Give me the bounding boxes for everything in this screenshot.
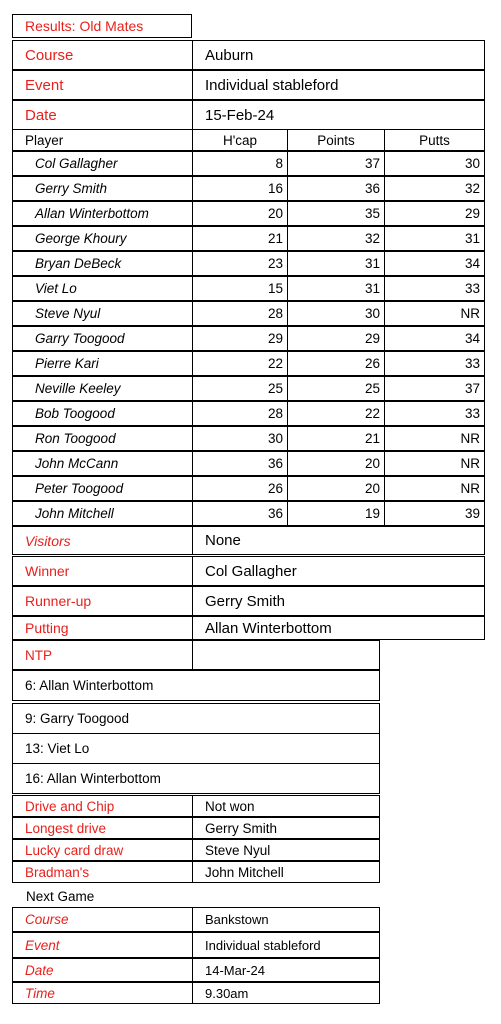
next-game-label-course: Course (12, 907, 193, 932)
next-game-label-time: Time (12, 982, 193, 1004)
summary-value-runner-up: Gerry Smith (192, 586, 485, 616)
player-name: Peter Toogood (12, 476, 193, 501)
next-game-value-event: Individual stableford (192, 932, 380, 958)
player-putts: 33 (384, 351, 485, 376)
next-game-value-course: Bankstown (192, 907, 380, 932)
next-game-value-date: 14-Mar-24 (192, 958, 380, 982)
next-game-value-time: 9.30am (192, 982, 380, 1004)
player-hcap: 28 (192, 401, 288, 426)
player-putts: 37 (384, 376, 485, 401)
player-putts: NR (384, 476, 485, 501)
prize-value: Not won (192, 795, 380, 817)
summary-value-visitors: None (192, 526, 485, 555)
player-points: 32 (287, 226, 385, 251)
player-points: 29 (287, 326, 385, 351)
ntp-label: NTP (12, 640, 193, 670)
ntp-item: 16: Allan Winterbottom (12, 763, 380, 794)
player-points: 20 (287, 451, 385, 476)
player-putts: 32 (384, 176, 485, 201)
player-name: John McCann (12, 451, 193, 476)
prize-label: Longest drive (12, 817, 193, 839)
player-points: 26 (287, 351, 385, 376)
player-hcap: 23 (192, 251, 288, 276)
player-putts: 34 (384, 326, 485, 351)
player-name: Viet Lo (12, 276, 193, 301)
player-hcap: 30 (192, 426, 288, 451)
player-name: Col Gallagher (12, 151, 193, 176)
summary-label-putting: Putting (12, 616, 193, 640)
player-putts: NR (384, 451, 485, 476)
player-name: Neville Keeley (12, 376, 193, 401)
prize-value: John Mitchell (192, 861, 380, 883)
info-label-course: Course (12, 40, 193, 70)
player-putts: NR (384, 301, 485, 326)
ntp-item: 9: Garry Toogood (12, 703, 380, 734)
player-hcap: 28 (192, 301, 288, 326)
next-game-label-date: Date (12, 958, 193, 982)
player-hcap: 29 (192, 326, 288, 351)
player-hcap: 25 (192, 376, 288, 401)
summary-label-winner: Winner (12, 556, 193, 586)
info-label-date: Date (12, 100, 193, 130)
summary-value-putting: Allan Winterbottom (192, 616, 485, 640)
header-player: Player (12, 129, 193, 151)
header-points: Points (287, 129, 385, 151)
player-hcap: 21 (192, 226, 288, 251)
ntp-item: 6: Allan Winterbottom (12, 670, 380, 701)
player-points: 37 (287, 151, 385, 176)
player-putts: 39 (384, 501, 485, 526)
header-hcap: H'cap (192, 129, 288, 151)
player-putts: 31 (384, 226, 485, 251)
info-value-course: Auburn (192, 40, 485, 70)
prize-value: Steve Nyul (192, 839, 380, 861)
player-putts: 29 (384, 201, 485, 226)
player-hcap: 22 (192, 351, 288, 376)
info-label-event: Event (12, 70, 193, 100)
player-points: 30 (287, 301, 385, 326)
player-name: Bob Toogood (12, 401, 193, 426)
info-value-event: Individual stableford (192, 70, 485, 100)
sheet-title: Results: Old Mates (12, 14, 192, 38)
info-value-date: 15-Feb-24 (192, 100, 485, 130)
player-putts: 33 (384, 401, 485, 426)
summary-label-visitors: Visitors (12, 526, 193, 555)
player-hcap: 8 (192, 151, 288, 176)
prize-label: Lucky card draw (12, 839, 193, 861)
player-name: John Mitchell (12, 501, 193, 526)
player-hcap: 26 (192, 476, 288, 501)
prize-label: Drive and Chip (12, 795, 193, 817)
player-hcap: 20 (192, 201, 288, 226)
next-game-heading: Next Game (26, 888, 95, 904)
player-hcap: 16 (192, 176, 288, 201)
player-points: 31 (287, 251, 385, 276)
player-putts: NR (384, 426, 485, 451)
player-points: 25 (287, 376, 385, 401)
player-name: Bryan DeBeck (12, 251, 193, 276)
player-points: 21 (287, 426, 385, 451)
player-hcap: 36 (192, 451, 288, 476)
header-putts: Putts (384, 129, 485, 151)
player-points: 31 (287, 276, 385, 301)
player-name: Garry Toogood (12, 326, 193, 351)
summary-label-runner-up: Runner-up (12, 586, 193, 616)
player-putts: 34 (384, 251, 485, 276)
player-points: 22 (287, 401, 385, 426)
prize-label: Bradman's (12, 861, 193, 883)
next-game-label-event: Event (12, 932, 193, 958)
player-name: George Khoury (12, 226, 193, 251)
player-putts: 33 (384, 276, 485, 301)
player-points: 20 (287, 476, 385, 501)
player-points: 35 (287, 201, 385, 226)
ntp-blank-cell (192, 640, 380, 670)
player-name: Ron Toogood (12, 426, 193, 451)
player-name: Steve Nyul (12, 301, 193, 326)
player-points: 19 (287, 501, 385, 526)
summary-value-winner: Col Gallagher (192, 556, 485, 586)
player-points: 36 (287, 176, 385, 201)
player-name: Allan Winterbottom (12, 201, 193, 226)
ntp-item: 13: Viet Lo (12, 733, 380, 764)
player-hcap: 36 (192, 501, 288, 526)
player-name: Pierre Kari (12, 351, 193, 376)
player-putts: 30 (384, 151, 485, 176)
player-name: Gerry Smith (12, 176, 193, 201)
player-hcap: 15 (192, 276, 288, 301)
prize-value: Gerry Smith (192, 817, 380, 839)
